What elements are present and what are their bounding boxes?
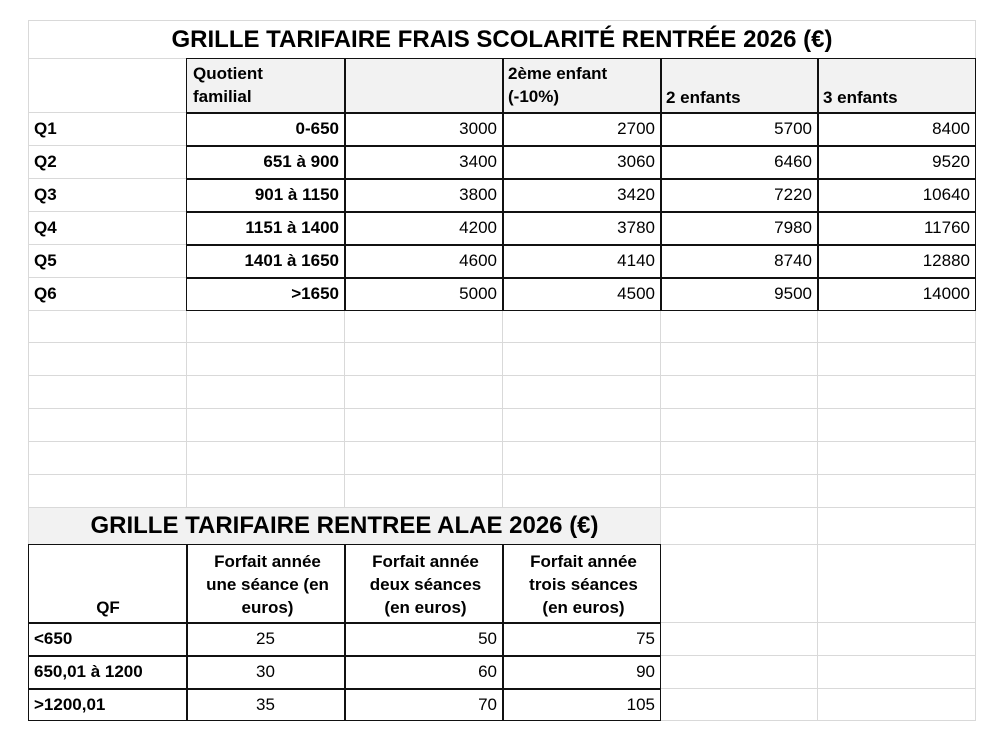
alae-cell-two-sessions[interactable]: 50	[478, 629, 497, 648]
gridline	[28, 474, 976, 475]
alae-cell-qf[interactable]: <650	[34, 629, 73, 648]
cell-two-children-fee[interactable]: 9500	[774, 284, 812, 303]
alae-cell-three-sessions[interactable]: 75	[636, 629, 655, 648]
alae-header-one-line: une séance (en	[206, 574, 329, 594]
cell-base-fee[interactable]: 3000	[459, 119, 497, 138]
alae-header-two-line: (en euros)	[384, 597, 467, 617]
alae-header-two-line: Forfait année	[372, 551, 479, 571]
alae-cell-two-sessions[interactable]: 70	[478, 695, 497, 714]
cell-base-fee[interactable]: 5000	[459, 284, 497, 303]
cell-quotient-familial[interactable]: 0-650	[295, 119, 339, 138]
alae-cell-qf[interactable]: >1200,01	[34, 695, 106, 714]
cell-quotient-familial[interactable]: 901 à 1150	[254, 185, 339, 204]
alae-cell-qf[interactable]: 650,01 à 1200	[34, 662, 143, 681]
alae-header-one-line: Forfait année	[214, 551, 321, 571]
alae-cell-three-sessions[interactable]: 105	[626, 695, 655, 714]
cell-quintile[interactable]: Q2	[34, 152, 57, 171]
alae-header-three-line: (en euros)	[542, 597, 625, 617]
cell-second-child-fee[interactable]: 4500	[617, 284, 655, 303]
scolarite-title: GRILLE TARIFAIRE FRAIS SCOLARITÉ RENTRÉE 2026 (€)	[171, 26, 833, 53]
cell-quintile[interactable]: Q3	[34, 185, 57, 204]
header-three-children: 3 enfants	[823, 88, 898, 107]
cell-two-children-fee[interactable]: 6460	[774, 152, 812, 171]
cell-quotient-familial[interactable]: 1151 à 1400	[245, 218, 339, 237]
cell-quotient-familial[interactable]: 651 à 900	[263, 152, 339, 171]
cell-quintile[interactable]: Q4	[34, 218, 57, 237]
gridline	[28, 441, 976, 442]
cell-two-children-fee[interactable]: 5700	[774, 119, 812, 138]
alae-cell-one-session[interactable]: 30	[256, 662, 275, 681]
alae-header-one-line: euros)	[241, 597, 294, 617]
cell-three-children-fee[interactable]: 8400	[932, 119, 970, 138]
cell-quintile[interactable]: Q5	[34, 251, 57, 270]
alae-cell-one-session[interactable]: 25	[256, 629, 275, 648]
cell-quintile[interactable]: Q6	[34, 284, 57, 303]
alae-header-three-line: trois séances	[529, 574, 638, 594]
header-second-child-line1: 2ème enfant	[508, 64, 608, 83]
cell-base-fee[interactable]: 3400	[459, 152, 497, 171]
header-two-children: 2 enfants	[666, 88, 741, 107]
cell-base-fee[interactable]: 4600	[459, 251, 497, 270]
cell-two-children-fee[interactable]: 8740	[774, 251, 812, 270]
alae-title: GRILLE TARIFAIRE RENTREE ALAE 2026 (€)	[29, 508, 660, 544]
cell-second-child-fee[interactable]: 3420	[617, 185, 655, 204]
cell-base-fee[interactable]: 3800	[459, 185, 497, 204]
alae-header-two-sessions	[345, 546, 506, 622]
cell-three-children-fee[interactable]: 10640	[922, 185, 970, 204]
alae-cell-two-sessions[interactable]: 60	[478, 662, 497, 681]
alae-header-two-line: deux séances	[369, 574, 482, 594]
cell-second-child-fee[interactable]: 2700	[617, 119, 655, 138]
alae-header-three-sessions	[503, 546, 664, 622]
cell-three-children-fee[interactable]: 9520	[932, 152, 970, 171]
alae-cell-three-sessions[interactable]: 90	[636, 662, 655, 681]
cell-quotient-familial[interactable]: 1401 à 1650	[244, 251, 339, 270]
gridline	[28, 408, 976, 409]
alae-header-qf: QF	[96, 598, 120, 617]
cell-three-children-fee[interactable]: 14000	[922, 284, 970, 303]
alae-cell-one-session[interactable]: 35	[256, 695, 275, 714]
cell-quintile[interactable]: Q1	[34, 119, 57, 138]
cell-three-children-fee[interactable]: 12880	[922, 251, 970, 270]
cell-two-children-fee[interactable]: 7220	[774, 185, 812, 204]
cell-second-child-fee[interactable]: 4140	[617, 251, 655, 270]
header-quotient-line2: familial	[193, 87, 252, 106]
cell-second-child-fee[interactable]: 3780	[617, 218, 655, 237]
alae-header-one-session	[187, 546, 348, 622]
cell-quotient-familial[interactable]: >1650	[291, 284, 339, 303]
header-second-child-line2: (-10%)	[508, 87, 560, 106]
gridline	[28, 375, 976, 376]
cell-two-children-fee[interactable]: 7980	[774, 218, 812, 237]
header-quotient-line1: Quotient	[193, 64, 263, 83]
alae-header-three-line: Forfait année	[530, 551, 637, 571]
gridline	[28, 342, 976, 343]
cell-base-fee[interactable]: 4200	[459, 218, 497, 237]
cell-three-children-fee[interactable]: 11760	[923, 218, 970, 237]
cell-second-child-fee[interactable]: 3060	[617, 152, 655, 171]
